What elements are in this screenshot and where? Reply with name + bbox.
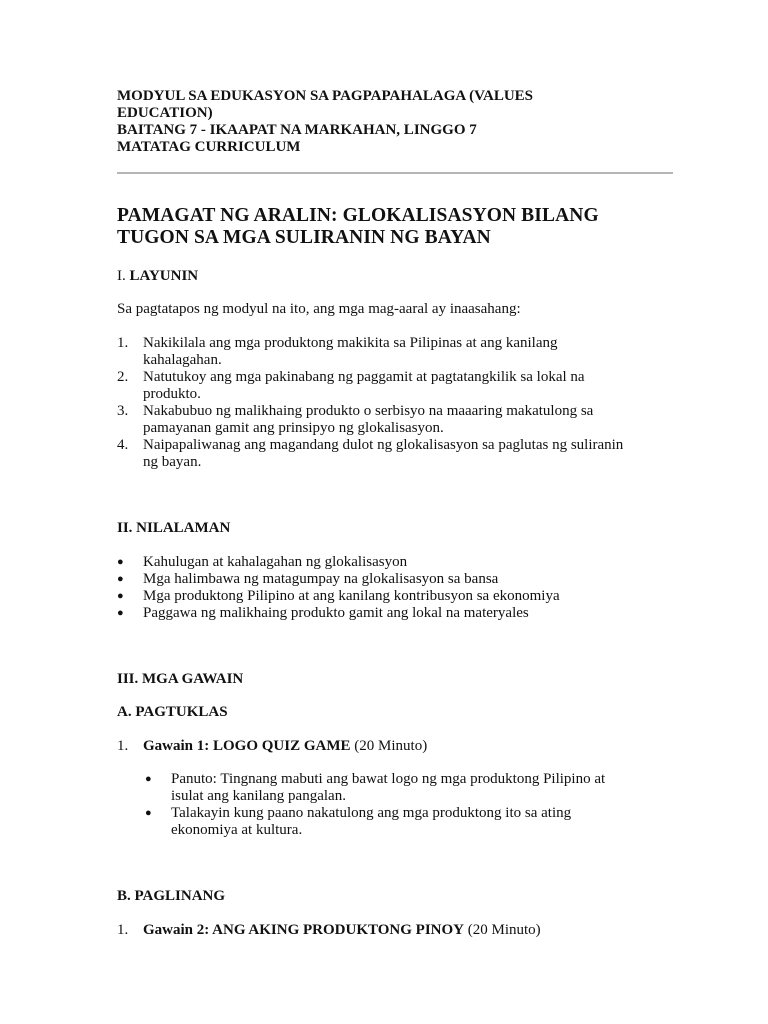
lesson-title-line-1: PAMAGAT NG ARALIN: GLOKALISASYON BILANG	[117, 205, 599, 226]
section-layunin-heading	[117, 268, 677, 285]
list-item-text: Mga halimbawa ng matagumpay na glokalisasyon sa bansa	[143, 571, 499, 587]
header-line-4: MATATAG CURRICULUM	[117, 139, 301, 155]
header-line-3: BAITANG 7 - IKAAPAT NA MARKAHAN, LINGGO 7	[117, 122, 477, 138]
module-header	[117, 88, 677, 156]
bullet-icon: ●	[117, 573, 124, 585]
activity-duration: (20 Minuto)	[350, 738, 428, 754]
activity-title: Gawain 2: ANG AKING PRODUKTONG PINOY	[143, 922, 464, 938]
list-item	[145, 805, 677, 839]
activity-2	[117, 922, 677, 939]
bullet-icon: ●	[117, 590, 124, 602]
header-line-1: MODYUL SA EDUKASYON SA PAGPAPAHALAGA (VALUES	[117, 88, 534, 104]
list-item-text: Mga produktong Pilipino at ang kanilang kontribusyon sa ekonomiya	[143, 588, 560, 604]
list-item-line: Nakikilala ang mga produktong makikita sa Pilipinas at ang kanilang	[143, 335, 558, 351]
list-item-line: Talakayin kung paano nakatulong ang mga produktong ito sa ating	[171, 805, 572, 821]
section-numeral: I.	[117, 268, 126, 284]
list-number: 2.	[117, 369, 129, 385]
list-item	[117, 437, 677, 471]
lesson-title	[117, 205, 677, 249]
list-item	[117, 571, 677, 588]
activity-title: Gawain 1: LOGO QUIZ GAME	[143, 738, 351, 754]
document-content	[117, 88, 677, 939]
activity-1-instructions	[145, 771, 677, 839]
list-item-line: kahalagahan.	[143, 352, 222, 368]
list-number: 3.	[117, 403, 129, 419]
bullet-icon: ●	[145, 807, 152, 819]
list-number: 1.	[117, 738, 129, 754]
section-gawain-heading: III. MGA GAWAIN	[117, 671, 244, 687]
list-item-line: isulat ang kanilang pangalan.	[171, 788, 346, 804]
list-item-line: produkto.	[143, 386, 201, 402]
list-item	[117, 403, 677, 437]
list-item-text: Paggawa ng malikhaing produkto gamit ang lokal na materyales	[143, 605, 529, 621]
list-item-line: Panuto: Tingnang mabuti ang bawat logo ng mga produktong Pilipino at	[171, 771, 606, 787]
list-number: 1.	[117, 922, 129, 938]
horizontal-divider	[117, 172, 673, 174]
list-item-line: ng bayan.	[143, 454, 202, 470]
list-item	[145, 771, 677, 805]
subsection-pagtuklas-heading: A. PAGTUKLAS	[117, 704, 228, 720]
section-nilalaman-heading: II. NILALAMAN	[117, 520, 231, 536]
header-line-2: EDUCATION)	[117, 105, 213, 121]
subsection-paglinang-heading: B. PAGLINANG	[117, 888, 226, 904]
bullet-icon: ●	[117, 556, 124, 568]
list-item-line: pamayanan gamit ang prinsipyo ng glokalisasyon.	[143, 420, 444, 436]
list-item-line: Nakabubuo ng malikhaing produkto o serbisyo na maaaring makatulong sa	[143, 403, 594, 419]
list-item	[117, 588, 677, 605]
layunin-list	[117, 335, 677, 471]
list-item	[117, 369, 677, 403]
list-item-text: Kahulugan at kahalagahan ng glokalisasyon	[143, 554, 408, 570]
list-item	[117, 554, 677, 571]
lesson-title-line-2: TUGON SA MGA SULIRANIN NG BAYAN	[117, 227, 491, 248]
bullet-icon: ●	[145, 773, 152, 785]
list-number: 4.	[117, 437, 129, 453]
nilalaman-list	[117, 554, 677, 622]
section-heading-text: LAYUNIN	[129, 268, 199, 284]
bullet-icon: ●	[117, 607, 124, 619]
list-item	[117, 335, 677, 369]
layunin-intro: Sa pagtatapos ng modyul na ito, ang mga mag-aaral ay inaasahang:	[117, 301, 521, 317]
list-item-line: ekonomiya at kultura.	[171, 822, 303, 838]
activity-1	[117, 738, 677, 755]
list-item-line: Natutukoy ang mga pakinabang ng paggamit at pagtatangkilik sa lokal na	[143, 369, 585, 385]
activity-duration: (20 Minuto)	[464, 922, 541, 938]
list-item	[117, 605, 677, 622]
list-item-line: Naipapaliwanag ang magandang dulot ng glokalisasyon sa paglutas ng suliranin	[143, 437, 624, 453]
list-number: 1.	[117, 335, 129, 351]
